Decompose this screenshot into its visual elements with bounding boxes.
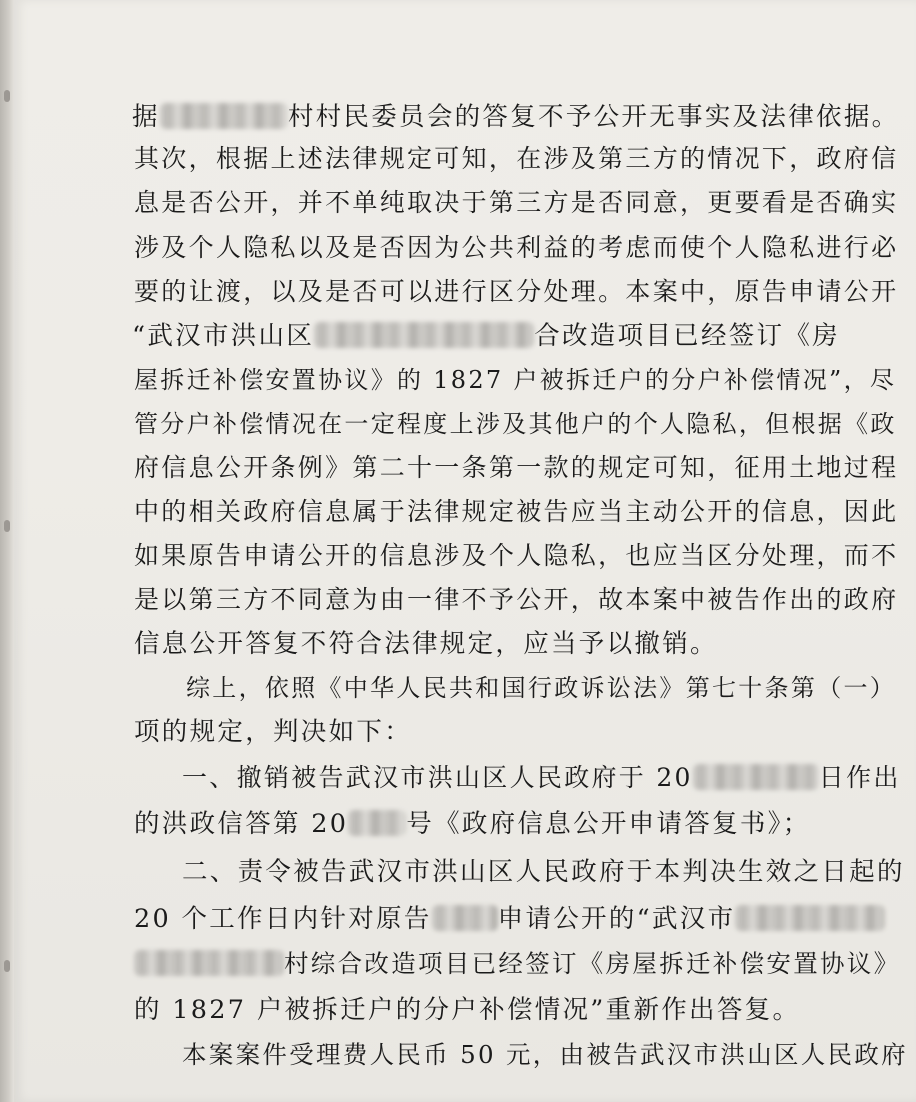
redaction-blur: [134, 950, 284, 976]
redaction-blur: [693, 764, 819, 790]
binding-hole: [4, 520, 10, 532]
text-line: [182, 852, 905, 888]
line-text: 村村民委员会的答复不予公开无事实及法律依据。: [287, 102, 900, 132]
line-text: 合改造项目已经签订《房: [534, 321, 840, 351]
text-line: [134, 945, 900, 980]
line-text: 府信息公开条例》第二十一条第一款的规定可知，征用土地过程: [134, 453, 899, 482]
text-line: [134, 272, 898, 308]
redaction-blur: [314, 322, 534, 348]
line-text: 其次，根据上述法律规定可知，在涉及第三方的情况下，政府信: [134, 144, 899, 173]
line-text: 息是否公开，并不单纯取决于第三方是否同意，更要看是否确实: [134, 188, 899, 217]
line-text: 信息公开答复不符合法律规定，应当予以撤销。: [134, 629, 718, 659]
line-text-prefix: 20 个工作日内针对原告: [134, 904, 432, 934]
text-line: [182, 1036, 908, 1071]
redaction-blur: [348, 810, 406, 836]
text-line: [134, 536, 898, 572]
text-line: [134, 899, 885, 935]
line-text: 号《政府信息公开申请答复书》；: [406, 809, 811, 839]
line-text: 如果原告申请公开的信息涉及个人隐私，也应当区分处理，而不: [134, 541, 899, 570]
text-line: [186, 668, 896, 703]
line-text: 中的相关政府信息属于法律规定被告应当主动公开的信息，因此: [134, 497, 899, 526]
line-text: 申请公开的“武汉市: [497, 904, 736, 934]
binding-hole: [4, 90, 10, 102]
line-text: 综上，依照《中华人民共和国行政诉讼法》第七十条第（一）: [186, 674, 897, 702]
redaction-blur: [432, 905, 498, 931]
line-text-prefix: 一、撤销被告武汉市洪山区人民政府于 20: [182, 763, 693, 792]
line-text-prefix: “武汉市洪山区: [132, 321, 315, 351]
text-line: [134, 228, 898, 264]
redaction-blur: [735, 905, 885, 931]
document-page: [14, 0, 916, 1102]
line-text: 屋拆迁补偿安置协议》的 1827 户被拆迁户的分户补偿情况”，尽: [134, 366, 897, 394]
redaction-blur: [160, 103, 288, 129]
binding-holes: [2, 0, 12, 1102]
line-text: 项的规定，判决如下：: [134, 717, 413, 747]
line-text: 是以第三方不同意为由一律不予公开，故本案中被告作出的政府: [134, 585, 899, 614]
line-text: 本案案件受理费人民币 50 元，由被告武汉市洪山区人民政府: [182, 1040, 908, 1069]
text-line: [134, 183, 898, 219]
text-line: [182, 758, 901, 794]
text-line: [134, 624, 718, 660]
line-text-prefix: 据: [132, 102, 160, 132]
text-line: [134, 139, 898, 175]
line-text: 的 1827 户被拆迁户的分户补偿情况”重新作出答复。: [134, 995, 801, 1025]
text-line: [134, 360, 896, 395]
text-line: [132, 316, 840, 352]
line-text: 管分户补偿情况在一定程度上涉及其他户的个人隐私，但根据《政: [134, 410, 897, 438]
text-line: [134, 804, 811, 840]
text-line: [134, 448, 898, 484]
line-text: 要的让渡，以及是否可以进行区分处理。本案中，原告申请公开: [134, 277, 899, 306]
line-text: 二、责令被告武汉市洪山区人民政府于本判决生效之日起的: [182, 857, 905, 887]
binding-hole: [4, 960, 10, 972]
text-line: [134, 990, 800, 1026]
text-line: [134, 580, 898, 616]
line-text: 日作出: [818, 763, 901, 792]
text-line: [134, 712, 412, 748]
text-line: [134, 492, 898, 528]
line-text: 村综合改造项目已经签订《房屋拆迁补偿安置协议》: [284, 949, 901, 978]
text-line: [132, 97, 899, 133]
text-line: [134, 404, 897, 439]
line-text: 涉及个人隐私以及是否因为公共利益的考虑而使个人隐私进行必: [134, 233, 899, 262]
line-text-prefix: 的洪政信答第 20: [134, 809, 349, 839]
